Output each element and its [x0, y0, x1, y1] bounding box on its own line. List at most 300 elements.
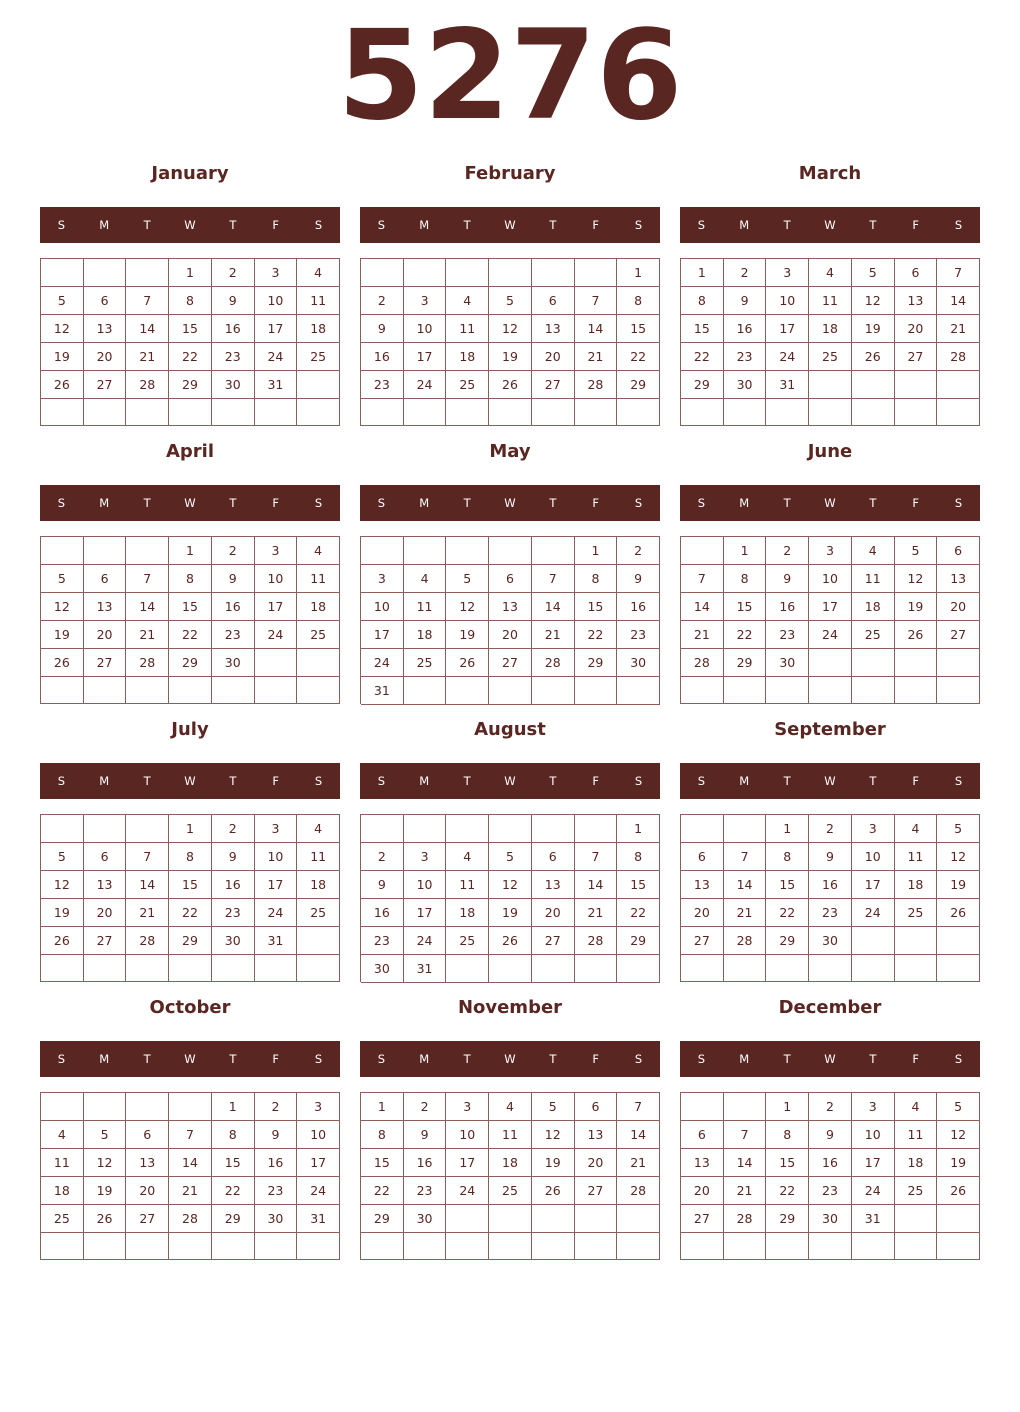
- empty-day-cell: [809, 955, 852, 982]
- day-cell: 13: [489, 593, 532, 621]
- empty-day-cell: [937, 955, 980, 982]
- day-grid: [680, 1092, 980, 1260]
- day-cell: 28: [575, 927, 618, 955]
- empty-day-cell: [575, 399, 618, 426]
- empty-day-cell: [212, 399, 255, 426]
- weekday-label: S: [954, 496, 963, 510]
- day-cell: 21: [937, 315, 980, 343]
- empty-day-cell: [532, 259, 575, 287]
- day-cell: 28: [724, 1205, 767, 1233]
- day-cell: 25: [489, 1177, 532, 1205]
- day-cell: 24: [852, 899, 895, 927]
- empty-day-cell: [169, 1233, 212, 1260]
- day-cell: 29: [617, 371, 660, 399]
- day-cell: 9: [212, 565, 255, 593]
- day-cell: 15: [724, 593, 767, 621]
- day-cell: 27: [84, 927, 127, 955]
- day-cell: 18: [446, 899, 489, 927]
- weekday-label: S: [57, 774, 66, 788]
- day-cell: 27: [681, 1205, 724, 1233]
- empty-day-cell: [724, 1233, 767, 1260]
- day-cell: 18: [297, 593, 340, 621]
- empty-day-cell: [937, 677, 980, 704]
- day-cell: 8: [575, 565, 618, 593]
- weekday-header: [360, 1041, 660, 1077]
- empty-day-cell: [617, 677, 660, 705]
- weekday-label: S: [954, 774, 963, 788]
- day-cell: 17: [255, 315, 298, 343]
- day-cell: 5: [937, 1093, 980, 1121]
- day-cell: 4: [41, 1121, 84, 1149]
- day-cell: 17: [404, 899, 447, 927]
- day-cell: 6: [84, 843, 127, 871]
- day-cell: 12: [532, 1121, 575, 1149]
- day-cell: 3: [766, 259, 809, 287]
- day-cell: 3: [255, 259, 298, 287]
- empty-day-cell: [724, 955, 767, 982]
- weekday-label: W: [824, 496, 836, 510]
- empty-day-cell: [724, 677, 767, 704]
- empty-day-cell: [489, 537, 532, 565]
- day-cell: 11: [895, 1121, 938, 1149]
- empty-day-cell: [937, 1205, 980, 1233]
- day-cell: 18: [404, 621, 447, 649]
- empty-day-cell: [724, 815, 767, 843]
- day-cell: 13: [681, 1149, 724, 1177]
- day-cell: 23: [255, 1177, 298, 1205]
- day-cell: 17: [446, 1149, 489, 1177]
- empty-day-cell: [446, 1205, 489, 1233]
- day-cell: 29: [169, 649, 212, 677]
- empty-day-cell: [297, 677, 340, 704]
- day-cell: 4: [809, 259, 852, 287]
- empty-day-cell: [532, 1205, 575, 1233]
- day-cell: 21: [617, 1149, 660, 1177]
- day-cell: 9: [404, 1121, 447, 1149]
- day-cell: 26: [41, 927, 84, 955]
- empty-day-cell: [361, 399, 404, 426]
- day-cell: 13: [575, 1121, 618, 1149]
- day-cell: 25: [446, 371, 489, 399]
- empty-day-cell: [937, 927, 980, 955]
- day-cell: 21: [126, 899, 169, 927]
- month-name: September: [774, 719, 886, 740]
- day-cell: 29: [766, 1205, 809, 1233]
- weekday-label: S: [314, 1052, 323, 1066]
- month-july: [40, 716, 340, 994]
- day-cell: 22: [169, 621, 212, 649]
- day-cell: 22: [169, 343, 212, 371]
- day-cell: 24: [809, 621, 852, 649]
- empty-day-cell: [532, 955, 575, 983]
- empty-day-cell: [852, 399, 895, 426]
- empty-day-cell: [532, 399, 575, 426]
- empty-day-cell: [41, 955, 84, 982]
- month-august: [360, 716, 660, 994]
- day-grid: [680, 536, 980, 704]
- day-cell: 8: [361, 1121, 404, 1149]
- day-cell: 14: [937, 287, 980, 315]
- empty-day-cell: [41, 815, 84, 843]
- day-cell: 16: [212, 315, 255, 343]
- day-cell: 20: [84, 621, 127, 649]
- empty-day-cell: [84, 259, 127, 287]
- day-cell: 12: [489, 315, 532, 343]
- day-cell: 9: [809, 843, 852, 871]
- day-cell: 31: [361, 677, 404, 705]
- day-cell: 19: [446, 621, 489, 649]
- month-march: [680, 160, 980, 438]
- day-grid: [40, 1092, 340, 1260]
- empty-day-cell: [84, 815, 127, 843]
- day-cell: 5: [41, 287, 84, 315]
- day-cell: 10: [809, 565, 852, 593]
- weekday-label: S: [377, 1052, 386, 1066]
- empty-day-cell: [41, 677, 84, 704]
- day-cell: 2: [809, 815, 852, 843]
- day-cell: 3: [446, 1093, 489, 1121]
- day-cell: 12: [895, 565, 938, 593]
- day-cell: 20: [126, 1177, 169, 1205]
- day-cell: 23: [617, 621, 660, 649]
- weekday-label: M: [419, 496, 430, 510]
- empty-day-cell: [937, 1233, 980, 1260]
- day-grid: [40, 536, 340, 704]
- weekday-header: [360, 763, 660, 799]
- day-cell: 16: [255, 1149, 298, 1177]
- day-cell: 8: [617, 287, 660, 315]
- empty-day-cell: [126, 1093, 169, 1121]
- empty-day-cell: [532, 1233, 575, 1260]
- empty-day-cell: [361, 1233, 404, 1260]
- weekday-header: [40, 763, 340, 799]
- day-cell: 1: [169, 815, 212, 843]
- weekday-label: S: [954, 1052, 963, 1066]
- empty-day-cell: [446, 399, 489, 426]
- day-cell: 27: [681, 927, 724, 955]
- day-cell: 8: [212, 1121, 255, 1149]
- month-october: [40, 994, 340, 1272]
- day-cell: 13: [126, 1149, 169, 1177]
- day-cell: 27: [532, 371, 575, 399]
- day-cell: 24: [361, 649, 404, 677]
- empty-day-cell: [41, 537, 84, 565]
- day-cell: 13: [895, 287, 938, 315]
- weekday-label: T: [869, 218, 877, 232]
- day-cell: 15: [361, 1149, 404, 1177]
- day-cell: 21: [724, 1177, 767, 1205]
- day-cell: 8: [681, 287, 724, 315]
- day-cell: 17: [809, 593, 852, 621]
- weekday-label: S: [634, 1052, 643, 1066]
- empty-day-cell: [681, 677, 724, 704]
- day-cell: 25: [852, 621, 895, 649]
- day-cell: 2: [361, 287, 404, 315]
- empty-day-cell: [937, 649, 980, 677]
- weekday-label: F: [912, 1052, 920, 1066]
- weekday-label: T: [549, 774, 557, 788]
- weekday-header: [40, 485, 340, 521]
- day-cell: 6: [532, 287, 575, 315]
- empty-day-cell: [895, 927, 938, 955]
- month-name: March: [798, 163, 862, 184]
- day-cell: 27: [895, 343, 938, 371]
- day-cell: 31: [297, 1205, 340, 1233]
- day-cell: 25: [895, 899, 938, 927]
- day-cell: 15: [575, 593, 618, 621]
- day-cell: 9: [361, 315, 404, 343]
- day-cell: 30: [809, 927, 852, 955]
- day-cell: 10: [255, 565, 298, 593]
- day-cell: 29: [724, 649, 767, 677]
- day-cell: 17: [852, 871, 895, 899]
- day-cell: 12: [84, 1149, 127, 1177]
- day-cell: 28: [126, 649, 169, 677]
- weekday-label: S: [697, 774, 706, 788]
- day-cell: 3: [852, 1093, 895, 1121]
- day-grid: [360, 814, 660, 982]
- day-cell: 15: [212, 1149, 255, 1177]
- empty-day-cell: [532, 677, 575, 705]
- day-cell: 22: [724, 621, 767, 649]
- day-cell: 6: [575, 1093, 618, 1121]
- empty-day-cell: [489, 259, 532, 287]
- month-name: June: [807, 441, 853, 462]
- day-cell: 11: [895, 843, 938, 871]
- day-cell: 25: [446, 927, 489, 955]
- day-cell: 12: [937, 843, 980, 871]
- day-cell: 25: [297, 899, 340, 927]
- day-cell: 2: [212, 815, 255, 843]
- day-cell: 19: [84, 1177, 127, 1205]
- day-cell: 29: [575, 649, 618, 677]
- empty-day-cell: [766, 1233, 809, 1260]
- empty-day-cell: [852, 1233, 895, 1260]
- day-cell: 10: [297, 1121, 340, 1149]
- day-cell: 27: [532, 927, 575, 955]
- day-cell: 9: [724, 287, 767, 315]
- day-cell: 6: [532, 843, 575, 871]
- day-cell: 26: [937, 1177, 980, 1205]
- empty-day-cell: [297, 649, 340, 677]
- weekday-label: F: [592, 1052, 600, 1066]
- day-cell: 19: [41, 343, 84, 371]
- day-cell: 10: [404, 871, 447, 899]
- empty-day-cell: [895, 955, 938, 982]
- day-cell: 28: [617, 1177, 660, 1205]
- day-cell: 26: [489, 927, 532, 955]
- day-cell: 24: [404, 371, 447, 399]
- day-cell: 12: [489, 871, 532, 899]
- empty-day-cell: [617, 1205, 660, 1233]
- day-cell: 6: [489, 565, 532, 593]
- day-cell: 11: [297, 287, 340, 315]
- empty-day-cell: [489, 815, 532, 843]
- day-cell: 27: [937, 621, 980, 649]
- day-cell: 16: [361, 343, 404, 371]
- weekday-label: T: [463, 774, 471, 788]
- day-cell: 13: [84, 593, 127, 621]
- weekday-label: T: [869, 496, 877, 510]
- day-cell: 1: [575, 537, 618, 565]
- empty-day-cell: [297, 399, 340, 426]
- day-cell: 3: [361, 565, 404, 593]
- weekday-label: F: [912, 774, 920, 788]
- empty-day-cell: [852, 371, 895, 399]
- day-cell: 15: [617, 871, 660, 899]
- empty-day-cell: [297, 371, 340, 399]
- weekday-label: M: [739, 496, 750, 510]
- empty-day-cell: [255, 1233, 298, 1260]
- day-cell: 21: [126, 621, 169, 649]
- day-cell: 14: [724, 1149, 767, 1177]
- empty-day-cell: [575, 259, 618, 287]
- day-cell: 9: [617, 565, 660, 593]
- day-cell: 9: [361, 871, 404, 899]
- day-cell: 13: [937, 565, 980, 593]
- day-cell: 3: [255, 537, 298, 565]
- empty-day-cell: [361, 259, 404, 287]
- empty-day-cell: [404, 259, 447, 287]
- day-cell: 19: [532, 1149, 575, 1177]
- day-cell: 17: [361, 621, 404, 649]
- day-cell: 15: [169, 593, 212, 621]
- day-cell: 9: [809, 1121, 852, 1149]
- day-grid: [360, 536, 660, 704]
- weekday-label: T: [143, 774, 151, 788]
- day-cell: 14: [681, 593, 724, 621]
- empty-day-cell: [852, 927, 895, 955]
- day-cell: 1: [681, 259, 724, 287]
- empty-day-cell: [895, 677, 938, 704]
- empty-day-cell: [681, 955, 724, 982]
- day-cell: 25: [404, 649, 447, 677]
- day-cell: 16: [766, 593, 809, 621]
- day-cell: 17: [852, 1149, 895, 1177]
- day-cell: 4: [895, 815, 938, 843]
- empty-day-cell: [724, 1093, 767, 1121]
- day-cell: 15: [766, 871, 809, 899]
- day-cell: 22: [212, 1177, 255, 1205]
- day-cell: 6: [84, 287, 127, 315]
- day-cell: 16: [404, 1149, 447, 1177]
- day-cell: 23: [724, 343, 767, 371]
- day-cell: 11: [41, 1149, 84, 1177]
- empty-day-cell: [617, 399, 660, 426]
- day-cell: 30: [212, 927, 255, 955]
- day-cell: 27: [126, 1205, 169, 1233]
- day-cell: 2: [724, 259, 767, 287]
- empty-day-cell: [446, 677, 489, 705]
- day-cell: 21: [575, 899, 618, 927]
- day-cell: 16: [724, 315, 767, 343]
- day-cell: 10: [404, 315, 447, 343]
- weekday-label: W: [504, 496, 516, 510]
- day-cell: 15: [169, 871, 212, 899]
- day-cell: 24: [255, 899, 298, 927]
- empty-day-cell: [937, 399, 980, 426]
- weekday-label: S: [57, 1052, 66, 1066]
- day-cell: 5: [41, 565, 84, 593]
- day-cell: 11: [297, 843, 340, 871]
- day-cell: 18: [41, 1177, 84, 1205]
- weekday-label: W: [184, 218, 196, 232]
- day-cell: 29: [617, 927, 660, 955]
- weekday-header: [360, 207, 660, 243]
- weekday-label: S: [697, 218, 706, 232]
- empty-day-cell: [575, 955, 618, 983]
- day-cell: 9: [766, 565, 809, 593]
- day-cell: 30: [361, 955, 404, 983]
- empty-day-cell: [681, 1093, 724, 1121]
- empty-day-cell: [766, 955, 809, 982]
- empty-day-cell: [84, 399, 127, 426]
- empty-day-cell: [84, 537, 127, 565]
- day-cell: 23: [361, 927, 404, 955]
- empty-day-cell: [532, 537, 575, 565]
- day-cell: 25: [297, 621, 340, 649]
- day-cell: 31: [852, 1205, 895, 1233]
- day-cell: 12: [446, 593, 489, 621]
- empty-day-cell: [766, 399, 809, 426]
- day-cell: 12: [852, 287, 895, 315]
- day-cell: 26: [895, 621, 938, 649]
- day-cell: 5: [532, 1093, 575, 1121]
- day-cell: 20: [681, 899, 724, 927]
- empty-day-cell: [489, 1233, 532, 1260]
- day-grid: [680, 814, 980, 982]
- day-cell: 13: [84, 871, 127, 899]
- day-cell: 6: [126, 1121, 169, 1149]
- day-cell: 16: [809, 871, 852, 899]
- month-name: February: [464, 163, 556, 184]
- day-cell: 19: [489, 899, 532, 927]
- weekday-label: S: [697, 1052, 706, 1066]
- day-cell: 2: [617, 537, 660, 565]
- weekday-header: [680, 207, 980, 243]
- weekday-label: T: [463, 218, 471, 232]
- day-cell: 7: [937, 259, 980, 287]
- day-cell: 6: [937, 537, 980, 565]
- day-cell: 9: [255, 1121, 298, 1149]
- day-cell: 4: [895, 1093, 938, 1121]
- weekday-label: F: [592, 218, 600, 232]
- day-cell: 19: [41, 621, 84, 649]
- weekday-label: T: [463, 496, 471, 510]
- day-cell: 7: [681, 565, 724, 593]
- day-cell: 26: [41, 649, 84, 677]
- month-february: [360, 160, 660, 438]
- day-cell: 7: [169, 1121, 212, 1149]
- weekday-label: S: [697, 496, 706, 510]
- day-cell: 5: [446, 565, 489, 593]
- day-cell: 16: [617, 593, 660, 621]
- day-cell: 2: [809, 1093, 852, 1121]
- day-cell: 5: [937, 815, 980, 843]
- day-cell: 28: [169, 1205, 212, 1233]
- weekday-label: F: [272, 774, 280, 788]
- empty-day-cell: [489, 955, 532, 983]
- day-cell: 16: [212, 871, 255, 899]
- weekday-label: T: [783, 1052, 791, 1066]
- day-cell: 8: [766, 1121, 809, 1149]
- day-cell: 18: [809, 315, 852, 343]
- empty-day-cell: [724, 399, 767, 426]
- day-cell: 1: [361, 1093, 404, 1121]
- empty-day-cell: [489, 1205, 532, 1233]
- empty-day-cell: [895, 371, 938, 399]
- weekday-label: S: [634, 774, 643, 788]
